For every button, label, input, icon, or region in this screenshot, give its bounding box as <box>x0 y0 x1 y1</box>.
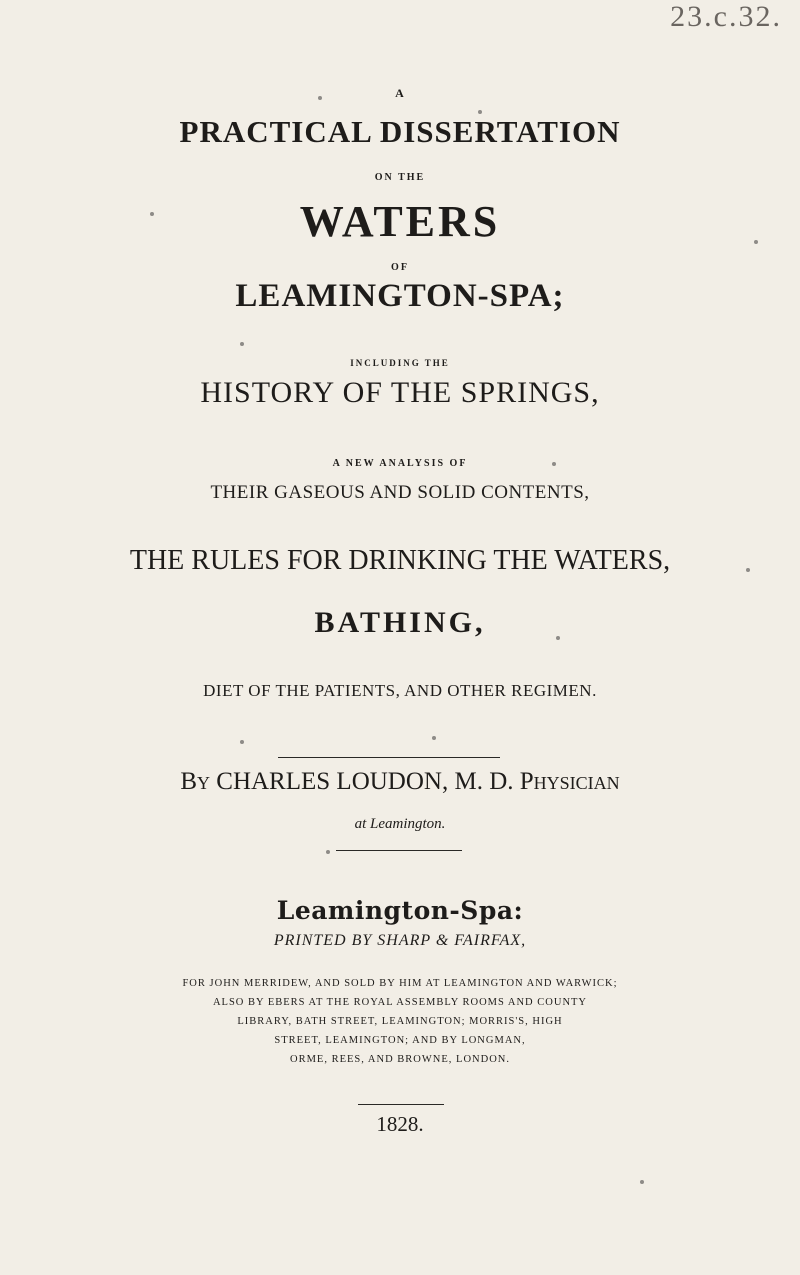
foxing-speck <box>640 1180 644 1184</box>
imprint-line: ALSO BY EBERS AT THE ROYAL ASSEMBLY ROOMS AND COUNTY <box>212 997 588 1008</box>
author-name: CHARLES LOUDON, M. D. <box>216 768 514 795</box>
printer-line: PRINTED BY SHARP & FAIRFAX, <box>273 932 527 949</box>
subtitle-contents: THEIR GASEOUS AND SOLID CONTENTS, <box>210 482 590 503</box>
foxing-speck <box>150 212 154 216</box>
imprint-line: STREET, LEAMINGTON; AND BY LONGMAN, <box>274 1035 526 1046</box>
imprint-line: FOR JOHN MERRIDEW, AND SOLD BY HIM AT LEAMINGTON AND WARWICK; <box>182 978 618 989</box>
author-by: By <box>180 768 211 795</box>
subtitle-history: HISTORY OF THE SPRINGS, <box>200 376 600 409</box>
foxing-speck <box>240 740 244 744</box>
publication-year: 1828. <box>376 1112 424 1136</box>
subtitle-diet: DIET OF THE PATIENTS, AND OTHER REGIMEN. <box>203 681 597 700</box>
imprint-place: Leamington-Spa: <box>276 896 524 925</box>
divider-rule-short <box>336 850 462 851</box>
subtitle-bathing: BATHING, <box>314 606 486 639</box>
foxing-speck <box>318 96 322 100</box>
divider-rule-year <box>358 1104 444 1105</box>
foxing-speck <box>478 110 482 114</box>
shelfmark-annotation: 23.c.32. <box>670 0 782 33</box>
foxing-speck <box>556 636 560 640</box>
subtitle-rules: THE RULES FOR DRINKING THE WATERS, <box>129 545 671 576</box>
foxing-speck <box>746 568 750 572</box>
author-line <box>0 768 800 796</box>
title-on-the: ON THE <box>374 172 426 183</box>
foxing-speck <box>432 736 436 740</box>
title-place: LEAMINGTON-SPA; <box>235 278 565 314</box>
imprint-line: ORME, REES, AND BROWNE, LONDON. <box>290 1054 510 1065</box>
subtitle-including: INCLUDING THE <box>350 358 450 368</box>
imprint-block <box>0 974 800 1069</box>
foxing-speck <box>754 240 758 244</box>
author-location: at Leamington. <box>354 816 446 832</box>
foxing-speck <box>240 342 244 346</box>
author-role: Physician <box>519 768 620 795</box>
title-line-1: PRACTICAL DISSERTATION <box>179 114 621 149</box>
title-of: OF <box>391 262 409 273</box>
divider-rule <box>278 757 500 758</box>
foxing-speck <box>552 462 556 466</box>
subtitle-analysis: A NEW ANALYSIS OF <box>332 458 468 469</box>
foxing-speck <box>326 850 330 854</box>
title-article: A <box>395 86 405 100</box>
title-waters: WATERS <box>299 197 501 246</box>
imprint-line: LIBRARY, BATH STREET, LEAMINGTON; MORRIS'S, HIGH <box>237 1016 563 1027</box>
